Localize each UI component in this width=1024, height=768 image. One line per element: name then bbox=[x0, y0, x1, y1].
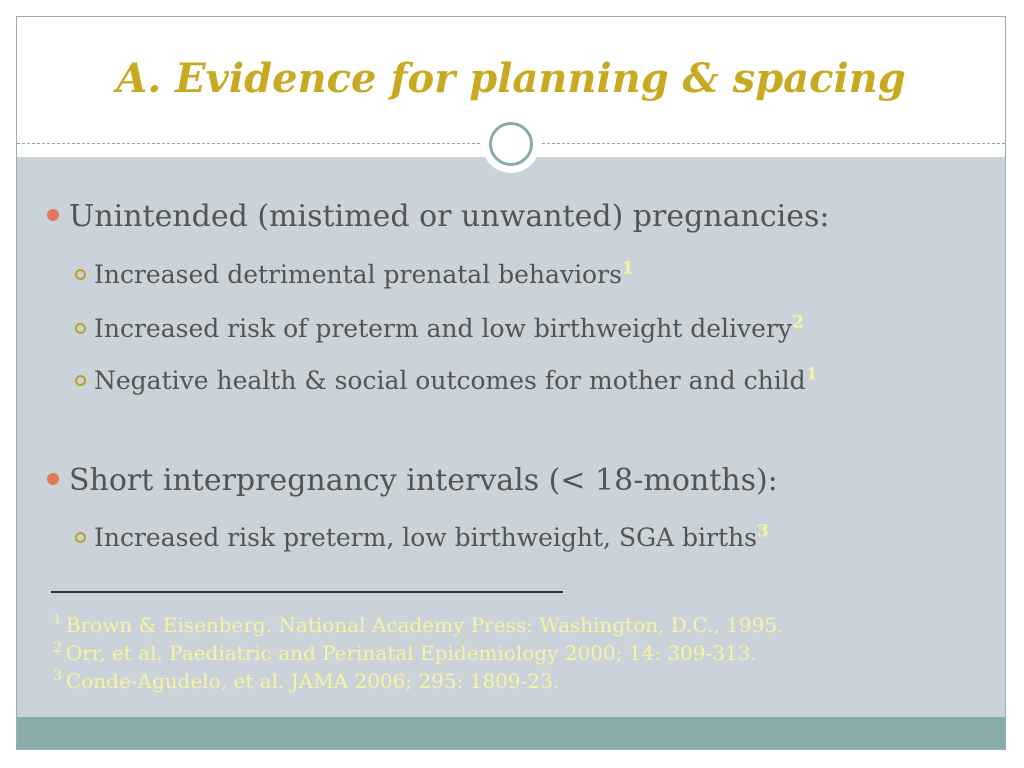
reference-item bbox=[53, 641, 757, 665]
citation-superscript: 1 bbox=[621, 258, 634, 279]
reference-item bbox=[53, 669, 559, 693]
reference-text: Conde-Agudelo, et al. JAMA 2006; 295: 1809-23. bbox=[65, 669, 560, 693]
bullet-dot-icon bbox=[47, 209, 59, 221]
slide-frame bbox=[16, 16, 1006, 750]
sub-bullet-text: Increased detrimental prenatal behaviors bbox=[94, 260, 622, 289]
sub-bullet-item bbox=[75, 523, 1005, 552]
divider-ring-icon bbox=[489, 122, 533, 166]
sub-bullet-ring-icon bbox=[75, 323, 86, 334]
sub-bullet-item bbox=[75, 314, 1005, 343]
sub-bullet-text: Negative health & social outcomes for mother and child bbox=[94, 366, 806, 395]
sub-bullet-text: Increased risk of preterm and low birthweight delivery bbox=[94, 314, 793, 343]
sub-bullet-ring-icon bbox=[75, 375, 86, 386]
citation-superscript: 3 bbox=[756, 521, 769, 542]
footnote-rule bbox=[51, 591, 563, 593]
bottom-bar bbox=[17, 717, 1005, 750]
bullet-text: Unintended (mistimed or unwanted) pregnancies: bbox=[69, 199, 830, 234]
reference-text: Brown & Eisenberg. National Academy Press: Washington, D.C., 1995. bbox=[65, 613, 784, 637]
sub-bullet-text: Increased risk preterm, low birthweight, SGA births bbox=[94, 523, 757, 552]
citation-superscript: 1 bbox=[805, 364, 818, 385]
slide-title: A. Evidence for planning & spacing bbox=[116, 55, 906, 102]
sub-bullet-item bbox=[75, 366, 1005, 395]
bullet-text: Short interpregnancy intervals (< 18-months): bbox=[69, 463, 778, 498]
reference-number: 1 bbox=[53, 612, 62, 629]
reference-number: 3 bbox=[53, 668, 62, 685]
bullet-dot-icon bbox=[47, 473, 59, 485]
reference-number: 2 bbox=[53, 640, 62, 657]
citation-superscript: 2 bbox=[792, 312, 804, 333]
bullet-item bbox=[47, 199, 1005, 234]
sub-bullet-ring-icon bbox=[75, 532, 86, 543]
reference-item bbox=[53, 613, 783, 637]
sub-bullet-ring-icon bbox=[75, 269, 86, 280]
bullet-item bbox=[47, 463, 1005, 498]
reference-text: Orr, et al. Paediatric and Perinatal Epidemiology 2000; 14: 309-313. bbox=[65, 641, 757, 665]
sub-bullet-item bbox=[75, 260, 1005, 289]
